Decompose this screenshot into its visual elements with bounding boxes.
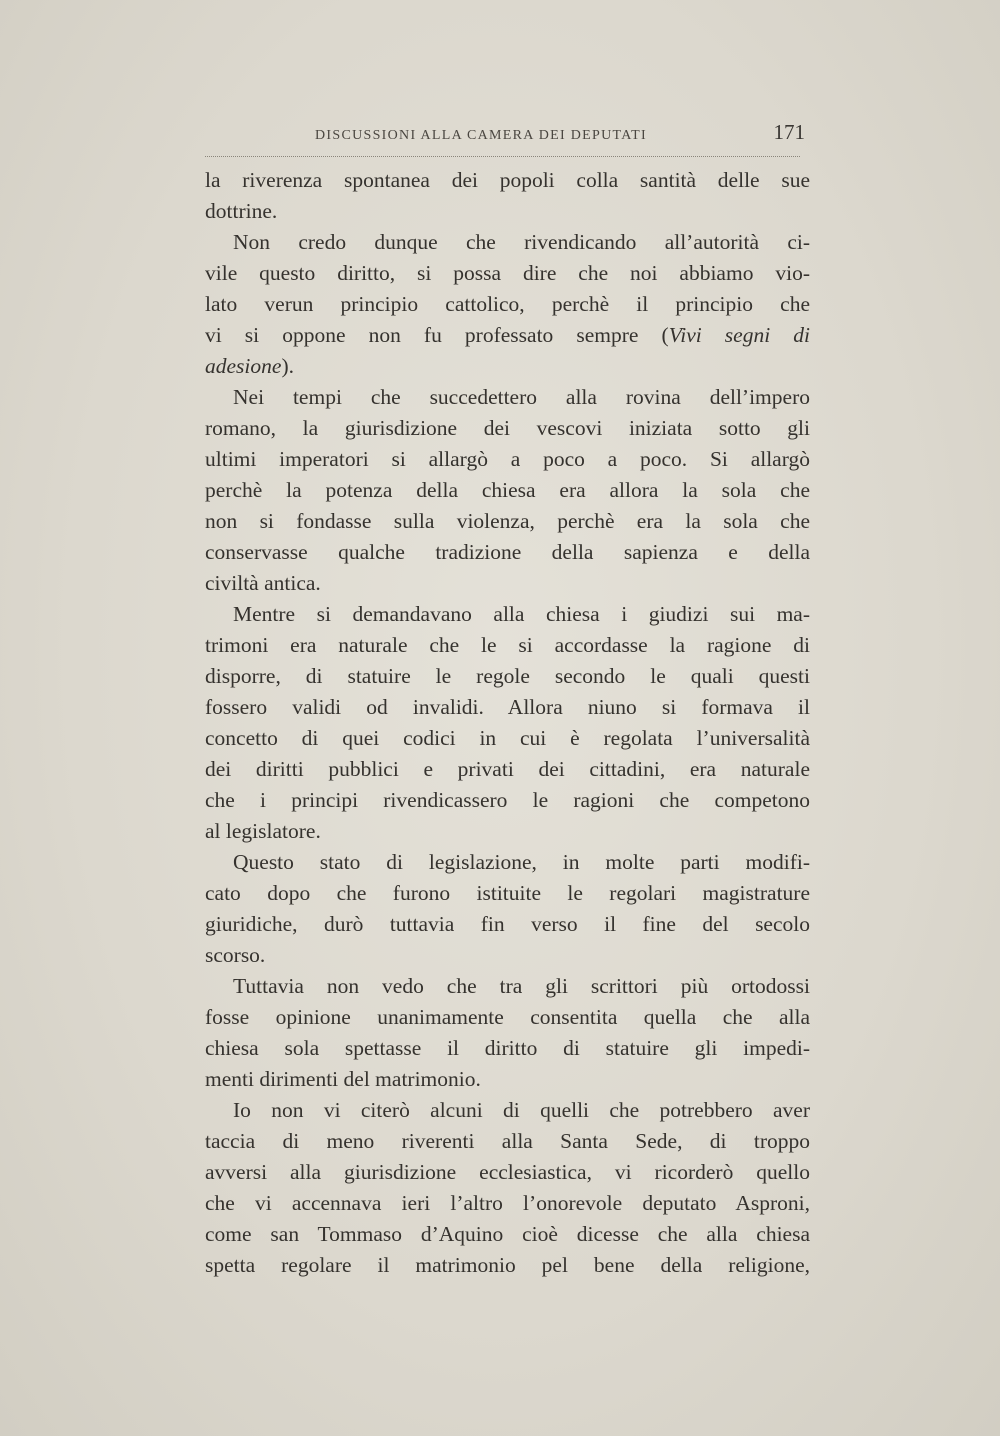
text-line: scorso. — [205, 943, 266, 967]
header-rule — [205, 156, 800, 157]
text-line: dottrine. — [205, 199, 278, 223]
text-line: cato dopo che furono istituite le regolari magistrature — [205, 881, 810, 905]
running-title: DISCUSSIONI ALLA CAMERA DEI DEPUTATI — [315, 128, 647, 143]
text-line: chiesa sola spettasse il diritto di statuire gli impedi- — [205, 1036, 810, 1060]
text-line: Tuttavia non vedo che tra gli scrittori più ortodossi — [233, 974, 810, 998]
text-line: Io non vi citerò alcuni di quelli che potrebbero aver — [233, 1098, 810, 1122]
text-line: Nei tempi che succedettero alla rovina dell’impero — [233, 385, 810, 409]
text-line: disporre, di statuire le regole secondo le quali questi — [205, 664, 810, 688]
text-line: Mentre si demandavano alla chiesa i giudizi sui ma- — [233, 602, 810, 626]
running-head — [205, 120, 805, 150]
text-line: giuridiche, durò tuttavia fin verso il fine del secolo — [205, 912, 810, 936]
text-line: fosse opinione unanimamente consentita quella che alla — [205, 1005, 810, 1029]
text-line: non si fondasse sulla violenza, perchè era la sola che — [205, 509, 810, 533]
text-line: avversi alla giurisdizione ecclesiastica, vi ricorderò quello — [205, 1160, 810, 1184]
text-line: ultimi imperatori si allargò a poco a poco. Si allargò — [205, 447, 810, 471]
text-line: menti dirimenti del matrimonio. — [205, 1067, 481, 1091]
text-line: concetto di quei codici in cui è regolata l’universalità — [205, 726, 810, 750]
text-line-mixed — [205, 351, 810, 382]
body-text — [205, 165, 810, 1281]
text-line: come san Tommaso d’Aquino cioè dicesse che alla chiesa — [205, 1222, 810, 1246]
text-line: spetta regolare il matrimonio pel bene della religione, — [205, 1253, 810, 1277]
text-line: che vi accennava ieri l’altro l’onorevole deputato Asproni, — [205, 1191, 810, 1215]
text-line-part: vi si oppone non fu professato sempre ( — [205, 323, 669, 347]
text-line-mixed — [205, 320, 810, 351]
text-line: perchè la potenza della chiesa era allora la sola che — [205, 478, 810, 502]
text-line: dei diritti pubblici e privati dei cittadini, era naturale — [205, 757, 810, 781]
text-line: romano, la giurisdizione dei vescovi iniziata sotto gli — [205, 416, 810, 440]
text-line: vile questo diritto, si possa dire che noi abbiamo vio- — [205, 261, 810, 285]
text-line: civiltà antica. — [205, 571, 321, 595]
text-line: lato verun principio cattolico, perchè il principio che — [205, 292, 810, 316]
text-line: fossero validi od invalidi. Allora niuno si formava il — [205, 695, 810, 719]
text-line: taccia di meno riverenti alla Santa Sede, di troppo — [205, 1129, 810, 1153]
italic-remark: Vivi segni di — [668, 323, 810, 347]
text-line: Non credo dunque che rivendicando all’autorità ci- — [233, 230, 810, 254]
italic-remark: adesione — [205, 354, 282, 378]
text-line: conservasse qualche tradizione della sapienza e della — [205, 540, 810, 564]
text-line-part: ). — [281, 354, 294, 378]
page-number: 171 — [773, 120, 805, 144]
text-line: Questo stato di legislazione, in molte parti modifi- — [233, 850, 810, 874]
text-line: che i principi rivendicassero le ragioni che competono — [205, 788, 810, 812]
text-line: al legislatore. — [205, 819, 321, 843]
text-line: trimoni era naturale che le si accordasse la ragione di — [205, 633, 810, 657]
text-line: la riverenza spontanea dei popoli colla santità delle sue — [205, 168, 810, 192]
